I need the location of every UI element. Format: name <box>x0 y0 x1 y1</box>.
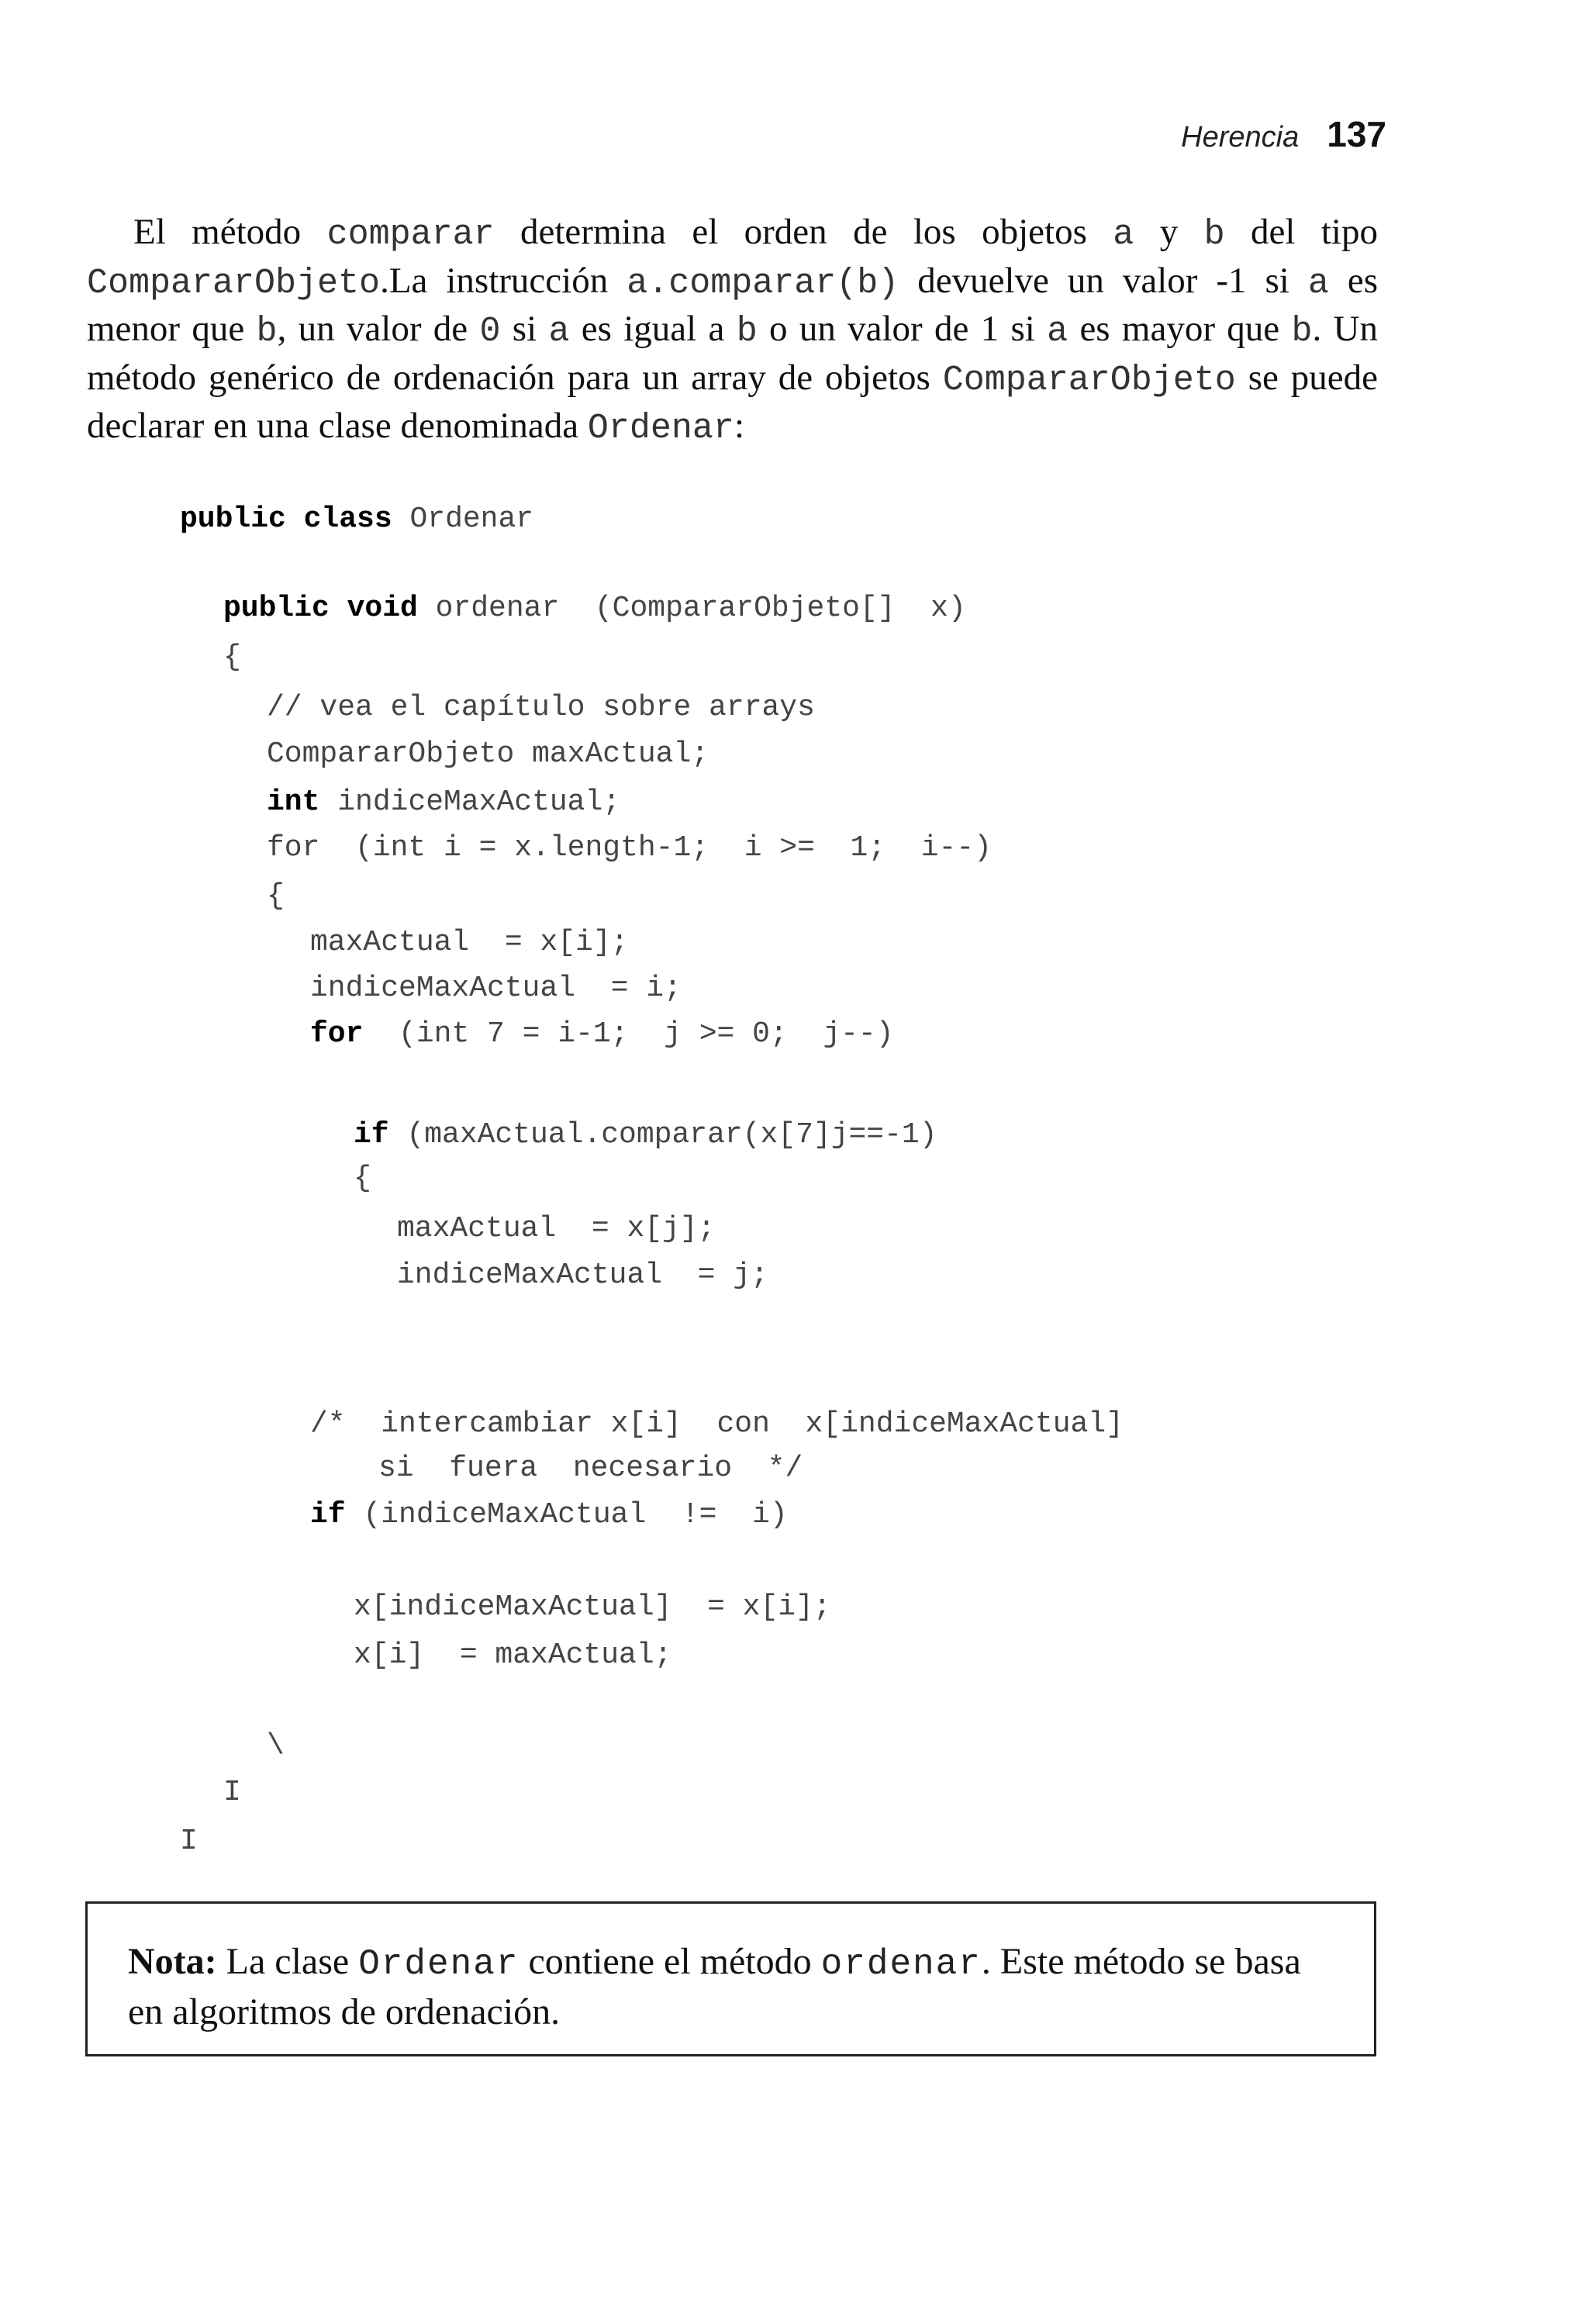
code-text: maxActual = x[i]; <box>310 926 629 959</box>
paragraph-text: se puede declarar en una clase denominada <box>87 357 1379 446</box>
code-line <box>223 592 966 626</box>
code-text: si fuera necesario */ <box>378 1452 803 1485</box>
code-line <box>267 737 709 772</box>
code-text: maxActual = x[j]; <box>397 1212 716 1245</box>
code-line <box>354 1590 831 1625</box>
paragraph-text: es menor que <box>87 260 1378 349</box>
paragraph-code-term: b <box>256 312 278 351</box>
code-keyword: for <box>310 1017 364 1051</box>
code-line <box>397 1212 715 1246</box>
body-paragraph <box>87 209 1378 452</box>
code-text: indiceMaxActual = j; <box>397 1259 768 1292</box>
paragraph-code-term: a <box>1113 215 1134 254</box>
paragraph-code-term: comparar <box>326 215 495 254</box>
code-text: (indiceMaxActual != i) <box>345 1498 788 1531</box>
code-text: (maxActual.comparar(x[7]j==-1) <box>388 1118 937 1152</box>
code-line <box>378 1452 803 1486</box>
paragraph-text: . Un método genérico de ordenación para un array de objetos <box>87 309 1378 398</box>
paragraph-code-term: a <box>1047 312 1068 351</box>
paragraph-code-term: b <box>736 312 758 351</box>
code-text: for (int i = x.length-1; i >= 1; i--) <box>267 831 992 865</box>
code-text: CompararObjeto maxActual; <box>267 737 709 771</box>
paragraph-text: determina el orden de los objetos <box>494 212 1113 252</box>
paragraph-code-term: a.comparar(b) <box>627 263 899 303</box>
code-keyword: int <box>267 786 320 819</box>
note-box <box>85 1901 1376 2056</box>
paragraph-code-term: a <box>548 312 570 351</box>
code-text: x[indiceMaxActual] = x[i]; <box>354 1590 831 1624</box>
paragraph-code-term: Ordenar <box>587 409 734 448</box>
paragraph-code-term: b <box>1203 215 1225 254</box>
chapter-title: Herencia <box>1181 121 1300 154</box>
code-text: { <box>267 879 285 913</box>
paragraph-text: del tipo <box>1224 212 1378 252</box>
note-text: . Este método se basa en algoritmos de ordenación. <box>128 1941 1301 2032</box>
code-line <box>267 786 620 820</box>
code-line <box>180 1825 198 1859</box>
note-text: contiene el método <box>519 1941 821 1982</box>
code-text: (int 7 = i-1; j >= 0; j--) <box>363 1017 894 1051</box>
paragraph-text: es mayor que <box>1068 309 1292 349</box>
code-text: I <box>223 1776 241 1809</box>
page-header <box>1181 113 1386 155</box>
note-label: Nota: <box>128 1941 217 1982</box>
code-line <box>354 1118 937 1152</box>
code-line <box>310 1407 1124 1442</box>
paragraph-code-term: CompararObjeto <box>87 263 381 303</box>
code-text: /* intercambiar x[i] con x[indiceMaxActual] <box>310 1407 1124 1441</box>
code-text: I <box>180 1825 198 1858</box>
code-keyword: public void <box>223 592 418 625</box>
code-line <box>354 1162 371 1196</box>
paragraph-code-term: CompararObjeto <box>942 360 1236 400</box>
paragraph-code-term: b <box>1291 312 1313 351</box>
code-line <box>267 879 285 913</box>
note-code-term: ordenar <box>820 1944 982 1984</box>
code-line <box>267 1729 285 1763</box>
code-line <box>223 641 241 675</box>
note-text <box>128 1938 1335 2036</box>
paragraph-text: si <box>500 309 549 349</box>
code-keyword: if <box>354 1118 389 1152</box>
code-text: { <box>223 641 241 674</box>
paragraph-code-term: 0 <box>479 312 501 351</box>
code-line <box>310 1017 894 1051</box>
code-line <box>310 1498 788 1532</box>
paragraph-text: es igual a <box>569 309 737 349</box>
paragraph-text: o un valor de 1 si <box>757 309 1048 349</box>
paragraph-text: , un valor de <box>277 309 480 349</box>
code-line <box>354 1639 671 1673</box>
code-text: indiceMaxActual = i; <box>310 972 682 1005</box>
code-line <box>267 691 815 725</box>
paragraph-text: El método <box>133 212 327 252</box>
code-text: indiceMaxActual; <box>319 786 621 819</box>
code-text: { <box>354 1162 371 1195</box>
paragraph-text: y <box>1134 212 1204 252</box>
paragraph-text: devuelve un valor -1 si <box>899 260 1308 301</box>
code-line <box>267 831 992 865</box>
note-text: La clase <box>226 1941 359 1982</box>
paragraph-code-term: a <box>1307 263 1329 303</box>
code-line <box>223 1776 241 1810</box>
code-line <box>397 1259 768 1293</box>
code-keyword: if <box>310 1498 346 1531</box>
code-text: Ordenar <box>392 502 534 536</box>
code-line <box>180 502 533 537</box>
code-line <box>310 972 682 1006</box>
code-line <box>310 926 628 960</box>
code-text: x[i] = maxActual; <box>354 1639 672 1672</box>
code-keyword: public class <box>180 502 392 536</box>
paragraph-text: .La instrucción <box>380 260 627 301</box>
note-code-term: Ordenar <box>358 1944 520 1984</box>
paragraph-text: : <box>734 406 744 446</box>
code-text: \ <box>267 1729 285 1763</box>
code-text: ordenar (CompararObjeto[] x) <box>417 592 966 625</box>
page-number: 137 <box>1327 114 1386 154</box>
code-text: // vea el capítulo sobre arrays <box>267 691 815 724</box>
